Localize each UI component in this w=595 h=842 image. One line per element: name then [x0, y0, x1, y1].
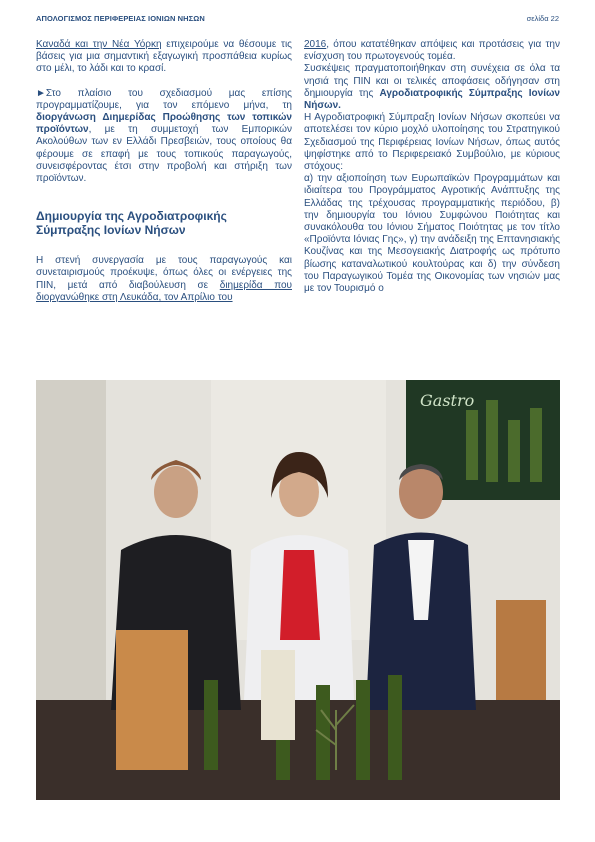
display-table: [36, 700, 560, 800]
link-canada-ny[interactable]: Καναδά και την Νέα Υόρκη: [36, 39, 162, 50]
page-number: σελίδα 22: [526, 14, 559, 23]
paragraph: [36, 39, 292, 76]
wooden-gift-box: [116, 630, 188, 770]
left-column: [36, 39, 292, 304]
page-header: [36, 14, 559, 28]
side-crate: [496, 600, 546, 700]
paragraph: Η Αγροδιατροφική Σύμπραξη Ιονίων Νήσων σκοπεύει να αποτελέσει τον κύριο μοχλό υλοποίησης του Στρατηγικού Σχεδιασμού της Περιφέρειας Ιονίων Νήσων, όπως αυτός ψηφίστηκε από το Περιφερειακό Συμβούλιο, με κύριους στόχους:: [304, 112, 560, 173]
right-column: [304, 39, 560, 295]
bold-text: Αγροδιατροφικής Σύμπραξης Ιονίων Νήσων.: [304, 87, 560, 112]
paragraph: α) την αξιοποίηση των Ευρωπαϊκών Προγραμμάτων και ιδιαίτερα του Προγράμματος Αγροτικής Ανάπτυξης της Ελλάδας της τρέχουσας προγραμματικής περιόδου, β) την δημιουργία του Ιόνιου Συμφώνου Ποιότητας και συνακόλουθα του Ιόνιου Σήματος Ποιότητας με τον τίτλο «Προϊόντα Ιόνιας Γης», γ) την ανάδειξη της Επτανησιακής Κουζίνας και της Μεσογειακής Διατροφής ως πρότυπο βίωσης καταναλωτικού κουλτούρας και δ) την σύνδεση του Παραγωγικού Τομέα της Οικονομίας των νησιών μας με τον Τουρισμό ο: [304, 173, 560, 295]
photo-illustration: [36, 380, 560, 800]
document-title: ΑΠΟΛΟΓΙΣΜΟΣ ΠΕΡΙΦΕΡΕΙΑΣ ΙΟΝΙΩΝ ΝΗΣΩΝ: [36, 14, 205, 23]
paragraph: [36, 88, 292, 186]
bold-text: διοργάνωση Διημερίδας Προώθησης των τοπικών προϊόντων: [36, 112, 292, 136]
text: επιχειρούμε να θέσουμε τις βάσεις για μια σημαντική εξαγωγική προσπάθεια κυρίως στο μέλι, το λάδι και το κρασί.: [36, 39, 292, 75]
text: Η στενή συνεργασία με τους παραγωγούς και συνεταιρισμούς προέκυψε, όπως όλες οι ενέργειες της ΠΙΝ, μετά από διαβούλευση σε: [36, 255, 292, 291]
text: ►Στο πλαίσιο του σχεδιασμού μας επίσης προγραμματίζουμε, για τον επόμενο μήνα, τη: [36, 87, 292, 111]
text: , με τη συμμετοχή των Εμπορικών Ακολούθων των εν Ελλάδι Πρεσβειών, τους οποίους θα φέρουμε σε επαφή με τους τοπικούς παραγωγούς, συνεισφέροντας έτσι στην προβολή και στήριξη των προϊόντων.: [36, 124, 292, 185]
paragraph: [304, 39, 560, 63]
event-photo: [36, 380, 560, 800]
link-workshop[interactable]: διημερίδα που διοργανώθηκε στη Λευκάδα, τον Απρίλιο του: [36, 279, 292, 303]
text: Συσκέψεις πραγματοποιήθηκαν στη συνέχεια σε όλα τα νησιά της ΠΙΝ και οι τελικές αποφάσεις οδήγησαν στη δημιουργία της: [304, 63, 560, 99]
section-heading: Δημιουργία της Αγροδιατροφικής Σύμπραξης Ιονίων Νήσων: [36, 209, 227, 238]
poster-banner-text: Gastro: [420, 391, 475, 410]
paragraph: [304, 63, 560, 112]
text: , όπου κατατέθηκαν απόψεις και προτάσεις για την ενίσχυση του πρωτογενούς τομέα.: [304, 39, 560, 63]
link-2016[interactable]: 2016: [304, 39, 327, 50]
paragraph: [36, 255, 292, 304]
olive-oil-tin: [261, 650, 295, 740]
